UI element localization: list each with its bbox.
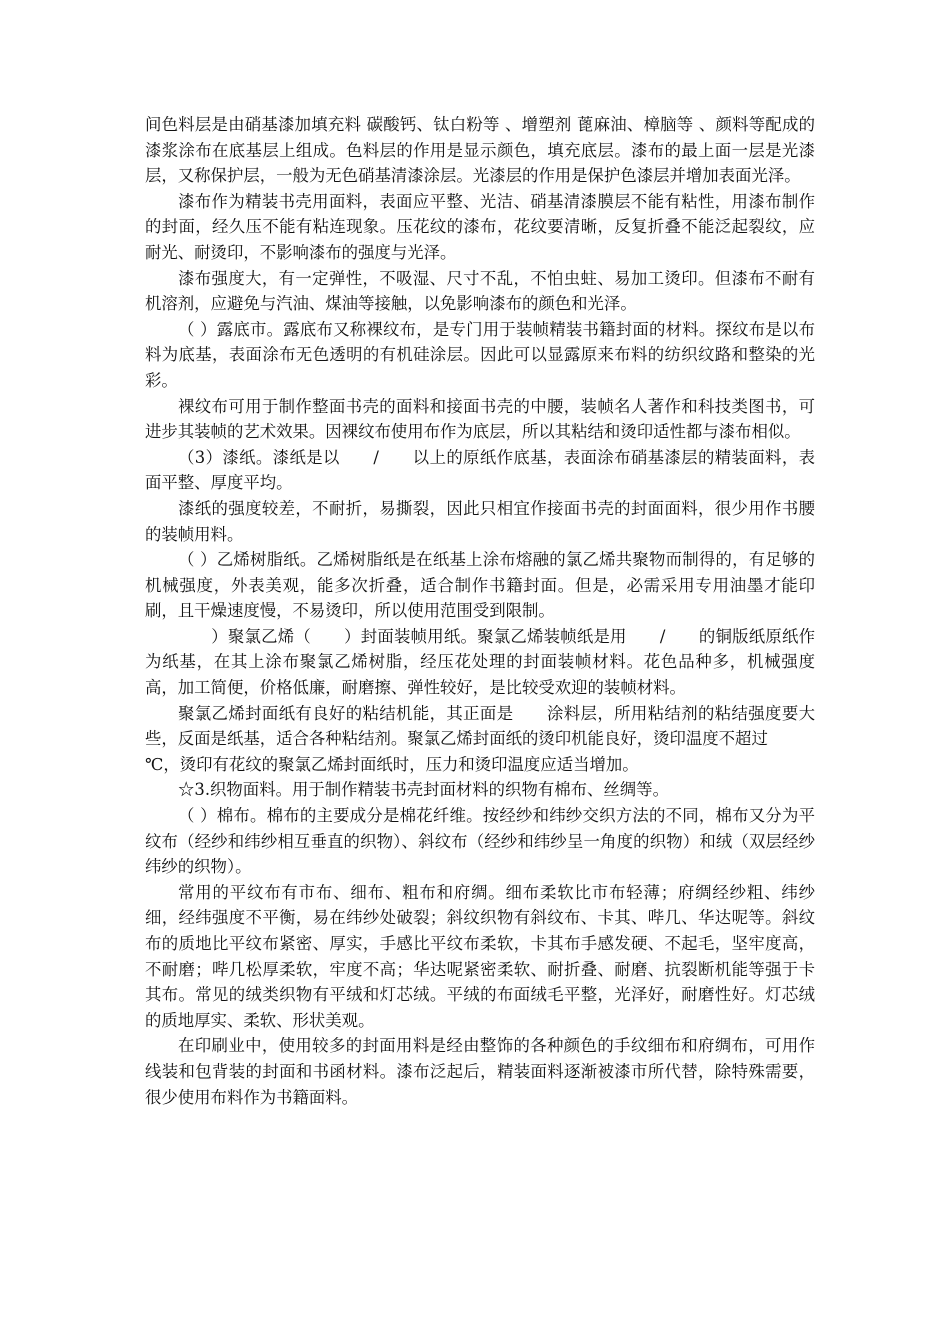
paragraph: 间色料层是由硝基漆加填充料 碳酸钙、钛白粉等 、增塑剂 蓖麻油、樟脑等 、颜料等配成的漆浆涂布在底基层上组成。色料层的作用是显示颜色，填充底层。漆布的最上面一层是光漆层，又称保护层，一般为无色硝基清漆涂层。光漆层的作用是保护色漆层并增加表面光泽。	[145, 115, 815, 186]
paragraph: ☆3.织物面料。用于制作精装书壳封面材料的织物有棉布、丝绸等。	[178, 780, 669, 800]
paragraph: （ ）露底市。露底布又称裸纹布，是专门用于装帧精装书籍封面的材料。探纹布是以布料为底基，表面涂布无色透明的有机硅涂层。因此可以显露原来布料的纺织纹路和整染的光彩。	[145, 319, 815, 390]
paragraph: （ ）棉布。棉布的主要成分是棉花纤维。按经纱和纬纱交织方法的不同，棉布又分为平纹布（经纱和纬纱相互垂直的织物）、斜纹布（经纱和纬纱呈一角度的织物）和绒（双层经纱纬纱的织物）。	[145, 806, 815, 877]
paragraph: 常用的平纹布有市布、细布、粗布和府绸。细布柔软比市布轻薄；府绸经纱粗、纬纱细，经纬强度不平衡，易在纬纱处破裂；斜纹织物有斜纹布、卡其、哔几、华达呢等。斜纹布的质地比平纹布紧密、厚实，手感比平纹布柔软，卡其布手感发硬、不起毛，坚牢度高，不耐磨；哔几松厚柔软，牢度不高；华达呢紧密柔软、耐折叠、耐磨、抗裂断机能等强于卡其布。常见的绒类织物有平绒和灯芯绒。平绒的布面绒毛平整，光泽好，耐磨性好。灯芯绒的质地厚实、柔软、形状美观。	[145, 882, 815, 1030]
document-body	[145, 112, 815, 1110]
paragraph: 裸纹布可用于制作整面书壳的面料和接面书壳的中腰，装帧名人著作和科技类图书，可进步其装帧的艺术效果。因裸纹布使用布作为底层，所以其粘结和烫印适性都与漆布相似。	[145, 396, 815, 442]
paragraph: 在印刷业中，使用较多的封面用料是经由整饰的各种颜色的手纹细布和府绸布，可用作线装和包背装的封面和书函材料。漆布泛起后，精装面料逐渐被漆市所代替，除特殊需要，很少使用布料作为书籍面料。	[145, 1036, 815, 1107]
paragraph: 漆布作为精装书壳用面料，表面应平整、光洁、硝基清漆膜层不能有粘性，用漆布制作的封面，经久压不能有粘连现象。压花纹的漆布，花纹要清晰，反复折叠不能泛起裂纹，应耐光、耐烫印，不影响漆布的强度与光泽。	[145, 191, 815, 262]
paragraph: ）聚氯乙烯（ ）封面装帧用纸。聚氯乙烯装帧纸是用 / 的铜版纸原纸作为纸基，在其上涂布聚氯乙烯树脂，经压花处理的封面装帧材料。花色品种多，机械强度高，加工简便，价格低廉，耐磨擦、弹性较好，是比较受欢迎的装帧材料。	[145, 626, 815, 698]
paragraph: 漆布强度大，有一定弹性，不吸湿、尺寸不乱，不怕虫蛀、易加工烫印。但漆布不耐有机溶剂，应避免与汽油、煤油等接触，以免影响漆布的颜色和光泽。	[145, 268, 815, 314]
paragraph: ℃，烫印有花纹的聚氯乙烯封面纸时，压力和烫印温度应适当增加。	[145, 754, 639, 774]
paragraph: 漆纸的强度较差，不耐折，易撕裂，因此只相宜作接面书壳的封面面料，很少用作书腰的装帧用料。	[145, 498, 815, 544]
paragraph: （3）漆纸。漆纸是以 / 以上的原纸作底基，表面涂布硝基漆层的精装面料，表面平整、厚度平均。	[145, 447, 815, 493]
paragraph: （ ）乙烯树脂纸。乙烯树脂纸是在纸基上涂布熔融的氯乙烯共聚物而制得的，有足够的机械强度，外表美观，能多次折叠，适合制作书籍封面。但是，必需采用专用油墨才能印刷，且干燥速度慢，不易烫印，所以使用范围受到限制。	[145, 550, 815, 621]
paragraph: 聚氯乙烯封面纸有良好的粘结机能，其正面是 涂料层，所用粘结剂的粘结强度要大些，反面是纸基，适合各种粘结剂。聚氯乙烯封面纸的烫印机能良好，烫印温度不超过	[145, 703, 815, 749]
